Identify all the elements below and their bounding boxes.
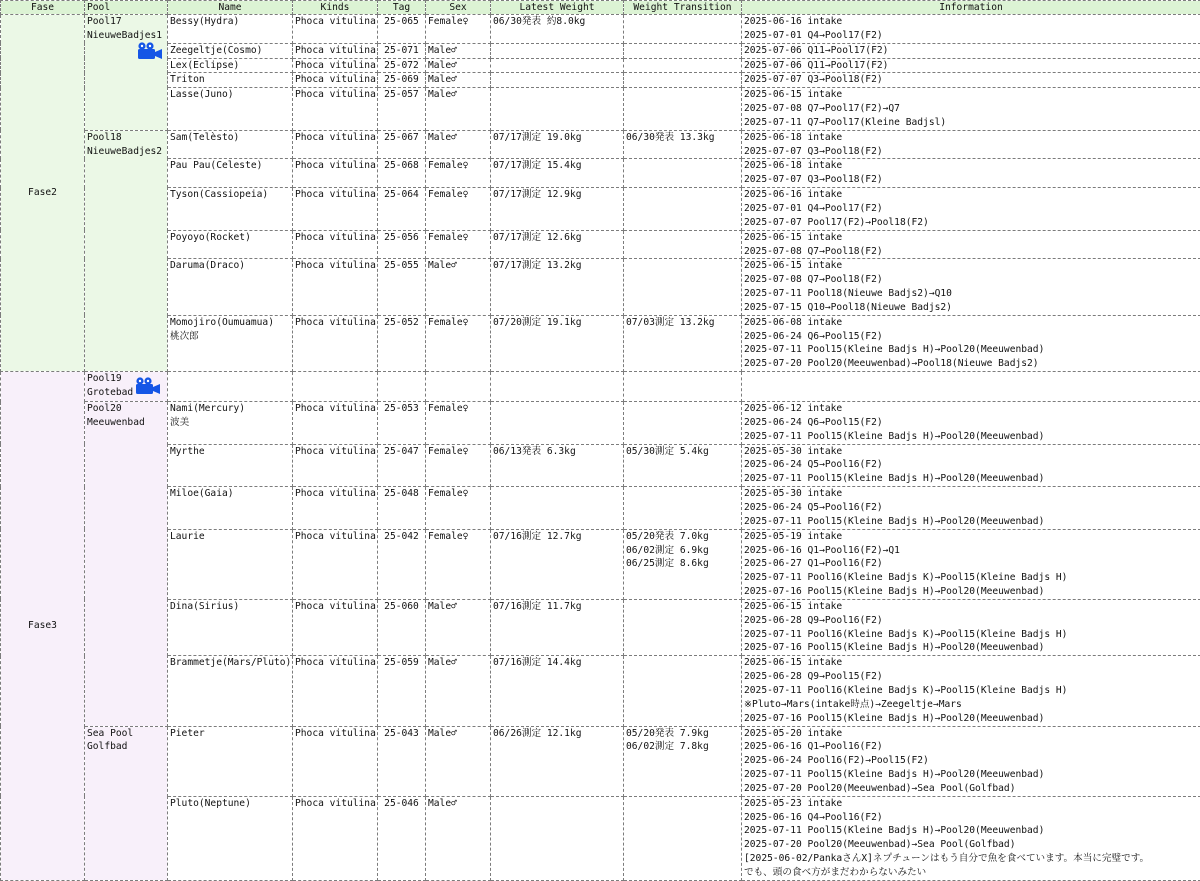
information-cell (742, 726, 1200, 796)
information-cell (742, 43, 1200, 58)
kinds-cell: Phoca vitulina (293, 487, 378, 530)
table-row (1, 188, 1200, 231)
latest-weight-cell: 06/30発表 約8.0kg (491, 15, 624, 44)
seal-name-cell (168, 130, 293, 159)
kinds-cell: Phoca vitulina (293, 73, 378, 88)
information-line: 2025-05-30 intake (744, 487, 1198, 501)
latest-weight-cell (491, 487, 624, 530)
seal-name: Pau Pau(Celeste) (170, 159, 290, 173)
weight-transition-cell (624, 315, 742, 371)
seal-name-cell (168, 726, 293, 796)
latest-weight-cell: 07/17測定 13.2kg (491, 259, 624, 315)
latest-weight-cell (491, 88, 624, 131)
kinds-cell: Phoca vitulina (293, 444, 378, 487)
kinds-cell: Phoca vitulina (293, 529, 378, 599)
pool-name-line: Grotebad (87, 386, 165, 400)
table-row (1, 444, 1200, 487)
weight-transition-cell (624, 259, 742, 315)
sex-cell: Male♂ (426, 43, 491, 58)
information-line: でも、頭の食べ方がまだわからないみたい (744, 866, 1198, 880)
information-cell (742, 58, 1200, 73)
information-line: 2025-06-28 Q9→Pool16(F2) (744, 614, 1198, 628)
sex-cell: Female♀ (426, 159, 491, 188)
table-row (1, 15, 1200, 44)
seal-name-cell (168, 58, 293, 73)
weight-transition-cell (624, 58, 742, 73)
weight-transition-cell (624, 159, 742, 188)
tag-cell: 25-067 (378, 130, 426, 159)
table-row (1, 315, 1200, 371)
video-camera-icon[interactable] (135, 377, 161, 395)
weight-transition-line: 06/30発表 13.3kg (626, 131, 739, 145)
table-row (1, 726, 1200, 796)
information-line: 2025-07-16 Pool15(Kleine Badjs H)→Pool20(Meeuwenbad) (744, 712, 1198, 726)
information-line: ※Pluto→Mars(intake時点)→Zeegeltje→Mars (744, 698, 1198, 712)
seal-name: Tyson(Cassiopeia) (170, 188, 290, 202)
pool-name-line: NieuweBadjes1 (87, 29, 165, 43)
latest-weight-cell (491, 58, 624, 73)
table-row (1, 259, 1200, 315)
col-header-information: Information (742, 1, 1200, 15)
kinds-cell: Phoca vitulina (293, 159, 378, 188)
empty-cell (426, 372, 491, 402)
tag-cell: 25-060 (378, 599, 426, 655)
information-line: 2025-07-01 Q4→Pool17(F2) (744, 202, 1198, 216)
weight-transition-cell (624, 529, 742, 599)
weight-transition-cell (624, 188, 742, 231)
information-line: 2025-06-24 Q5→Pool16(F2) (744, 501, 1198, 515)
weight-transition-line: 06/02測定 7.8kg (626, 740, 739, 754)
information-line: 2025-07-16 Pool15(Kleine Badjs H)→Pool20(Meeuwenbad) (744, 641, 1198, 655)
tag-cell: 25-048 (378, 487, 426, 530)
seal-name-cell (168, 15, 293, 44)
sex-cell: Male♂ (426, 599, 491, 655)
tag-cell: 25-068 (378, 159, 426, 188)
weight-transition-line: 06/02測定 6.9kg (626, 544, 739, 558)
information-line: 2025-06-24 Q6→Pool15(F2) (744, 330, 1198, 344)
information-line: 2025-07-11 Pool15(Kleine Badjs H)→Pool20(Meeuwenbad) (744, 824, 1198, 838)
seal-name-cell (168, 444, 293, 487)
information-line: 2025-07-11 Pool15(Kleine Badjs H)→Pool20(Meeuwenbad) (744, 343, 1198, 357)
seal-name-cell (168, 599, 293, 655)
information-line: 2025-06-15 intake (744, 88, 1198, 102)
seal-name: Daruma(Draco) (170, 259, 290, 273)
empty-cell (168, 372, 293, 402)
tag-cell: 25-053 (378, 402, 426, 445)
seal-name-cell (168, 230, 293, 259)
kinds-cell: Phoca vitulina (293, 599, 378, 655)
weight-transition-line: 07/03測定 13.2kg (626, 316, 739, 330)
sex-cell: Male♂ (426, 58, 491, 73)
information-line: 2025-06-28 Q9→Pool15(F2) (744, 670, 1198, 684)
information-cell (742, 88, 1200, 131)
weight-transition-line: 05/30測定 5.4kg (626, 445, 739, 459)
seal-name: 桃次郎 (170, 330, 290, 344)
seal-name: Zeegeltje(Cosmo) (170, 44, 290, 58)
seal-name: Momojiro(Oumuamua) (170, 316, 290, 330)
sex-cell: Male♂ (426, 130, 491, 159)
sex-cell: Male♂ (426, 88, 491, 131)
information-cell (742, 402, 1200, 445)
information-cell (742, 259, 1200, 315)
pool-cell (85, 130, 168, 371)
information-line: 2025-06-24 Q6→Pool15(F2) (744, 416, 1198, 430)
kinds-cell: Phoca vitulina (293, 15, 378, 44)
fase-cell: Fase2 (1, 15, 85, 372)
tag-cell: 25-065 (378, 15, 426, 44)
kinds-cell: Phoca vitulina (293, 796, 378, 880)
col-header-sex: Sex (426, 1, 491, 15)
tag-cell: 25-047 (378, 444, 426, 487)
sex-cell: Male♂ (426, 259, 491, 315)
seal-name: Dina(Sirius) (170, 600, 290, 614)
seal-name-cell (168, 656, 293, 726)
empty-cell (293, 372, 378, 402)
information-line: 2025-06-15 intake (744, 656, 1198, 670)
seal-name: Brammetje(Mars/Pluto) (170, 656, 290, 670)
weight-transition-cell (624, 73, 742, 88)
information-cell (742, 529, 1200, 599)
table-row (1, 43, 1200, 58)
latest-weight-cell: 07/16測定 11.7kg (491, 599, 624, 655)
weight-transition-line: 06/25測定 8.6kg (626, 557, 739, 571)
table-row (1, 402, 1200, 445)
table-row (1, 487, 1200, 530)
information-line: 2025-07-06 Q11→Pool17(F2) (744, 59, 1198, 73)
weight-transition-cell (624, 726, 742, 796)
information-line: 2025-07-08 Q7→Pool17(F2)→Q7 (744, 102, 1198, 116)
weight-transition-cell (624, 599, 742, 655)
seal-name: Pieter (170, 727, 290, 741)
pool-name-line: Meeuwenbad (87, 416, 165, 430)
seal-name: 波美 (170, 416, 290, 430)
latest-weight-cell (491, 796, 624, 880)
latest-weight-cell: 07/17測定 12.6kg (491, 230, 624, 259)
seal-name: Lasse(Juno) (170, 88, 290, 102)
information-line: 2025-07-15 Q10→Pool18(Nieuwe Badjs2) (744, 301, 1198, 315)
latest-weight-cell: 07/17測定 12.9kg (491, 188, 624, 231)
latest-weight-cell: 07/16測定 12.7kg (491, 529, 624, 599)
information-line: 2025-07-11 Pool16(Kleine Badjs K)→Pool15(Kleine Badjs H) (744, 628, 1198, 642)
kinds-cell: Phoca vitulina (293, 315, 378, 371)
tag-cell: 25-064 (378, 188, 426, 231)
seal-name-cell (168, 88, 293, 131)
latest-weight-cell: 07/20測定 19.1kg (491, 315, 624, 371)
latest-weight-cell (491, 402, 624, 445)
seal-name-cell (168, 188, 293, 231)
tag-cell: 25-059 (378, 656, 426, 726)
seal-name: Poyoyo(Rocket) (170, 231, 290, 245)
seal-name: Sam(Telèsto) (170, 131, 290, 145)
table-row (1, 656, 1200, 726)
latest-weight-cell (491, 73, 624, 88)
sex-cell: Female♀ (426, 230, 491, 259)
information-cell (742, 188, 1200, 231)
information-cell (742, 656, 1200, 726)
pool-name-line: NieuweBadjes2 (87, 145, 165, 159)
sex-cell: Female♀ (426, 402, 491, 445)
weight-transition-cell (624, 43, 742, 58)
col-header-tag: Tag (378, 1, 426, 15)
information-line: 2025-06-16 Q4→Pool16(F2) (744, 811, 1198, 825)
kinds-cell: Phoca vitulina (293, 188, 378, 231)
information-line: 2025-06-12 intake (744, 402, 1198, 416)
pool-name-line: Golfbad (87, 740, 165, 754)
information-cell (742, 73, 1200, 88)
sex-cell: Female♀ (426, 315, 491, 371)
tag-cell: 25-046 (378, 796, 426, 880)
pool-name-line: Pool18 (87, 131, 165, 145)
table-row (1, 88, 1200, 131)
information-line: 2025-07-08 Q7→Pool18(F2) (744, 245, 1198, 259)
information-cell (742, 130, 1200, 159)
information-line: 2025-06-15 intake (744, 600, 1198, 614)
video-camera-icon[interactable] (137, 42, 163, 60)
information-line: 2025-06-15 intake (744, 259, 1198, 273)
col-header-kinds: Kinds (293, 1, 378, 15)
information-line: 2025-07-20 Pool20(Meeuwenbad)→Sea Pool(Golfbad) (744, 782, 1198, 796)
weight-transition-cell (624, 88, 742, 131)
pool-cell (85, 726, 168, 880)
information-cell (742, 315, 1200, 371)
sex-cell: Female♀ (426, 444, 491, 487)
seal-name-cell (168, 315, 293, 371)
table-row (1, 230, 1200, 259)
tag-cell: 25-043 (378, 726, 426, 796)
information-line: 2025-05-23 intake (744, 797, 1198, 811)
tag-cell: 25-072 (378, 58, 426, 73)
latest-weight-cell: 06/13発表 6.3kg (491, 444, 624, 487)
information-cell (742, 796, 1200, 880)
sex-cell: Male♂ (426, 796, 491, 880)
information-line: 2025-06-24 Q5→Pool16(F2) (744, 458, 1198, 472)
information-line: 2025-06-16 Q1→Pool16(F2)→Q1 (744, 544, 1198, 558)
weight-transition-line: 05/20発表 7.0kg (626, 530, 739, 544)
weight-transition-cell (624, 487, 742, 530)
sex-cell: Male♂ (426, 656, 491, 726)
pool-cell (85, 372, 168, 402)
col-header-pool: Pool (85, 1, 168, 15)
empty-cell (742, 372, 1200, 402)
latest-weight-cell (491, 43, 624, 58)
table-row (1, 130, 1200, 159)
seal-name: Pluto(Neptune) (170, 797, 290, 811)
sex-cell: Female♀ (426, 188, 491, 231)
tag-cell: 25-057 (378, 88, 426, 131)
empty-pool-row (1, 372, 1200, 402)
information-cell (742, 444, 1200, 487)
seal-name-cell (168, 73, 293, 88)
empty-cell (624, 372, 742, 402)
tag-cell: 25-071 (378, 43, 426, 58)
weight-transition-cell (624, 796, 742, 880)
information-line: 2025-07-11 Pool18(Nieuwe Badjs2)→Q10 (744, 287, 1198, 301)
col-header-fase: Fase (1, 1, 85, 15)
information-line: 2025-06-24 Pool16(F2)→Pool15(F2) (744, 754, 1198, 768)
pool-name-line: Pool19 (87, 372, 165, 386)
information-line: 2025-07-07 Pool17(F2)→Pool18(F2) (744, 216, 1198, 230)
seal-name-cell (168, 796, 293, 880)
pool-cell (85, 15, 168, 131)
pool-name-line: Pool20 (87, 402, 165, 416)
information-cell (742, 599, 1200, 655)
information-line: 2025-07-07 Q3→Pool18(F2) (744, 73, 1198, 87)
empty-cell (378, 372, 426, 402)
seal-name-cell (168, 529, 293, 599)
kinds-cell: Phoca vitulina (293, 88, 378, 131)
weight-transition-cell (624, 230, 742, 259)
pool-name-line: Pool17 (87, 15, 165, 29)
weight-transition-cell (624, 444, 742, 487)
information-cell (742, 487, 1200, 530)
sex-cell: Male♂ (426, 73, 491, 88)
table-row (1, 599, 1200, 655)
col-header-name: Name (168, 1, 293, 15)
weight-transition-cell (624, 656, 742, 726)
information-line: 2025-07-11 Pool15(Kleine Badjs H)→Pool20(Meeuwenbad) (744, 768, 1198, 782)
information-line: 2025-07-11 Pool16(Kleine Badjs K)→Pool15(Kleine Badjs H) (744, 571, 1198, 585)
information-line: 2025-07-07 Q3→Pool18(F2) (744, 145, 1198, 159)
seal-name-cell (168, 487, 293, 530)
information-line: 2025-05-30 intake (744, 445, 1198, 459)
kinds-cell: Phoca vitulina (293, 58, 378, 73)
weight-transition-line: 05/20発表 7.9kg (626, 727, 739, 741)
information-line: 2025-06-27 Q1→Pool16(F2) (744, 557, 1198, 571)
information-line: 2025-06-16 intake (744, 188, 1198, 202)
information-line: 2025-06-15 intake (744, 231, 1198, 245)
kinds-cell: Phoca vitulina (293, 402, 378, 445)
information-line: 2025-07-16 Pool15(Kleine Badjs H)→Pool20(Meeuwenbad) (744, 585, 1198, 599)
seal-name: Miloe(Gaia) (170, 487, 290, 501)
latest-weight-cell: 06/26測定 12.1kg (491, 726, 624, 796)
sex-cell: Male♂ (426, 726, 491, 796)
information-cell (742, 159, 1200, 188)
kinds-cell: Phoca vitulina (293, 259, 378, 315)
information-line: 2025-07-20 Pool20(Meeuwenbad)→Sea Pool(Golfbad) (744, 838, 1198, 852)
fase-cell: Fase3 (1, 372, 85, 881)
kinds-cell: Phoca vitulina (293, 130, 378, 159)
sex-cell: Female♀ (426, 487, 491, 530)
seal-name-cell (168, 402, 293, 445)
information-line: 2025-06-18 intake (744, 159, 1198, 173)
information-line: 2025-06-08 intake (744, 316, 1198, 330)
sex-cell: Female♀ (426, 15, 491, 44)
tag-cell: 25-052 (378, 315, 426, 371)
table-row (1, 58, 1200, 73)
information-line: 2025-06-16 intake (744, 15, 1198, 29)
seal-name: Laurie (170, 530, 290, 544)
information-line: 2025-07-01 Q4→Pool17(F2) (744, 29, 1198, 43)
kinds-cell: Phoca vitulina (293, 656, 378, 726)
latest-weight-cell: 07/17測定 19.0kg (491, 130, 624, 159)
seal-name: Lex(Eclipse) (170, 59, 290, 73)
seal-name: Bessy(Hydra) (170, 15, 290, 29)
sex-cell: Female♀ (426, 529, 491, 599)
seal-name: Triton (170, 73, 290, 87)
kinds-cell: Phoca vitulina (293, 726, 378, 796)
kinds-cell: Phoca vitulina (293, 230, 378, 259)
header-row (1, 1, 1200, 15)
empty-cell (491, 372, 624, 402)
information-line: 2025-07-20 Pool20(Meeuwenbad)→Pool18(Nieuwe Badjs2) (744, 357, 1198, 371)
weight-transition-cell (624, 130, 742, 159)
tag-cell: 25-069 (378, 73, 426, 88)
information-line: 2025-05-20 intake (744, 727, 1198, 741)
tag-cell: 25-055 (378, 259, 426, 315)
table-row (1, 796, 1200, 880)
seal-name-cell (168, 159, 293, 188)
kinds-cell: Phoca vitulina (293, 43, 378, 58)
information-line: 2025-07-11 Pool16(Kleine Badjs K)→Pool15(Kleine Badjs H) (744, 684, 1198, 698)
information-line: 2025-06-18 intake (744, 131, 1198, 145)
col-header-weight-transition: Weight Transition (624, 1, 742, 15)
information-cell (742, 15, 1200, 44)
weight-transition-cell (624, 402, 742, 445)
latest-weight-cell: 07/17測定 15.4kg (491, 159, 624, 188)
table-row (1, 159, 1200, 188)
information-line: 2025-07-06 Q11→Pool17(F2) (744, 44, 1198, 58)
pool-cell (85, 402, 168, 726)
seal-name: Nami(Mercury) (170, 402, 290, 416)
table-row (1, 73, 1200, 88)
information-line: 2025-05-19 intake (744, 530, 1198, 544)
latest-weight-cell: 07/16測定 14.4kg (491, 656, 624, 726)
weight-transition-cell (624, 15, 742, 44)
information-line: [2025-06-02/PankaさんX]ネプチューンはもう自分で魚を食べています。本当に完璧です。 (744, 852, 1198, 866)
col-header-latest-weight: Latest Weight (491, 1, 624, 15)
seal-name: Myrthe (170, 445, 290, 459)
information-cell (742, 230, 1200, 259)
seal-name-cell (168, 43, 293, 58)
information-line: 2025-07-07 Q3→Pool18(F2) (744, 173, 1198, 187)
information-line: 2025-07-11 Pool15(Kleine Badjs H)→Pool20(Meeuwenbad) (744, 472, 1198, 486)
tag-cell: 25-056 (378, 230, 426, 259)
pool-name-line: Sea Pool (87, 727, 165, 741)
information-line: 2025-07-08 Q7→Pool18(F2) (744, 273, 1198, 287)
tag-cell: 25-042 (378, 529, 426, 599)
information-line: 2025-06-16 Q1→Pool16(F2) (744, 740, 1198, 754)
information-line: 2025-07-11 Pool15(Kleine Badjs H)→Pool20(Meeuwenbad) (744, 430, 1198, 444)
information-line: 2025-07-11 Pool15(Kleine Badjs H)→Pool20(Meeuwenbad) (744, 515, 1198, 529)
information-line: 2025-07-11 Q7→Pool17(Kleine Badjsl) (744, 116, 1198, 130)
seal-name-cell (168, 259, 293, 315)
table-row (1, 529, 1200, 599)
